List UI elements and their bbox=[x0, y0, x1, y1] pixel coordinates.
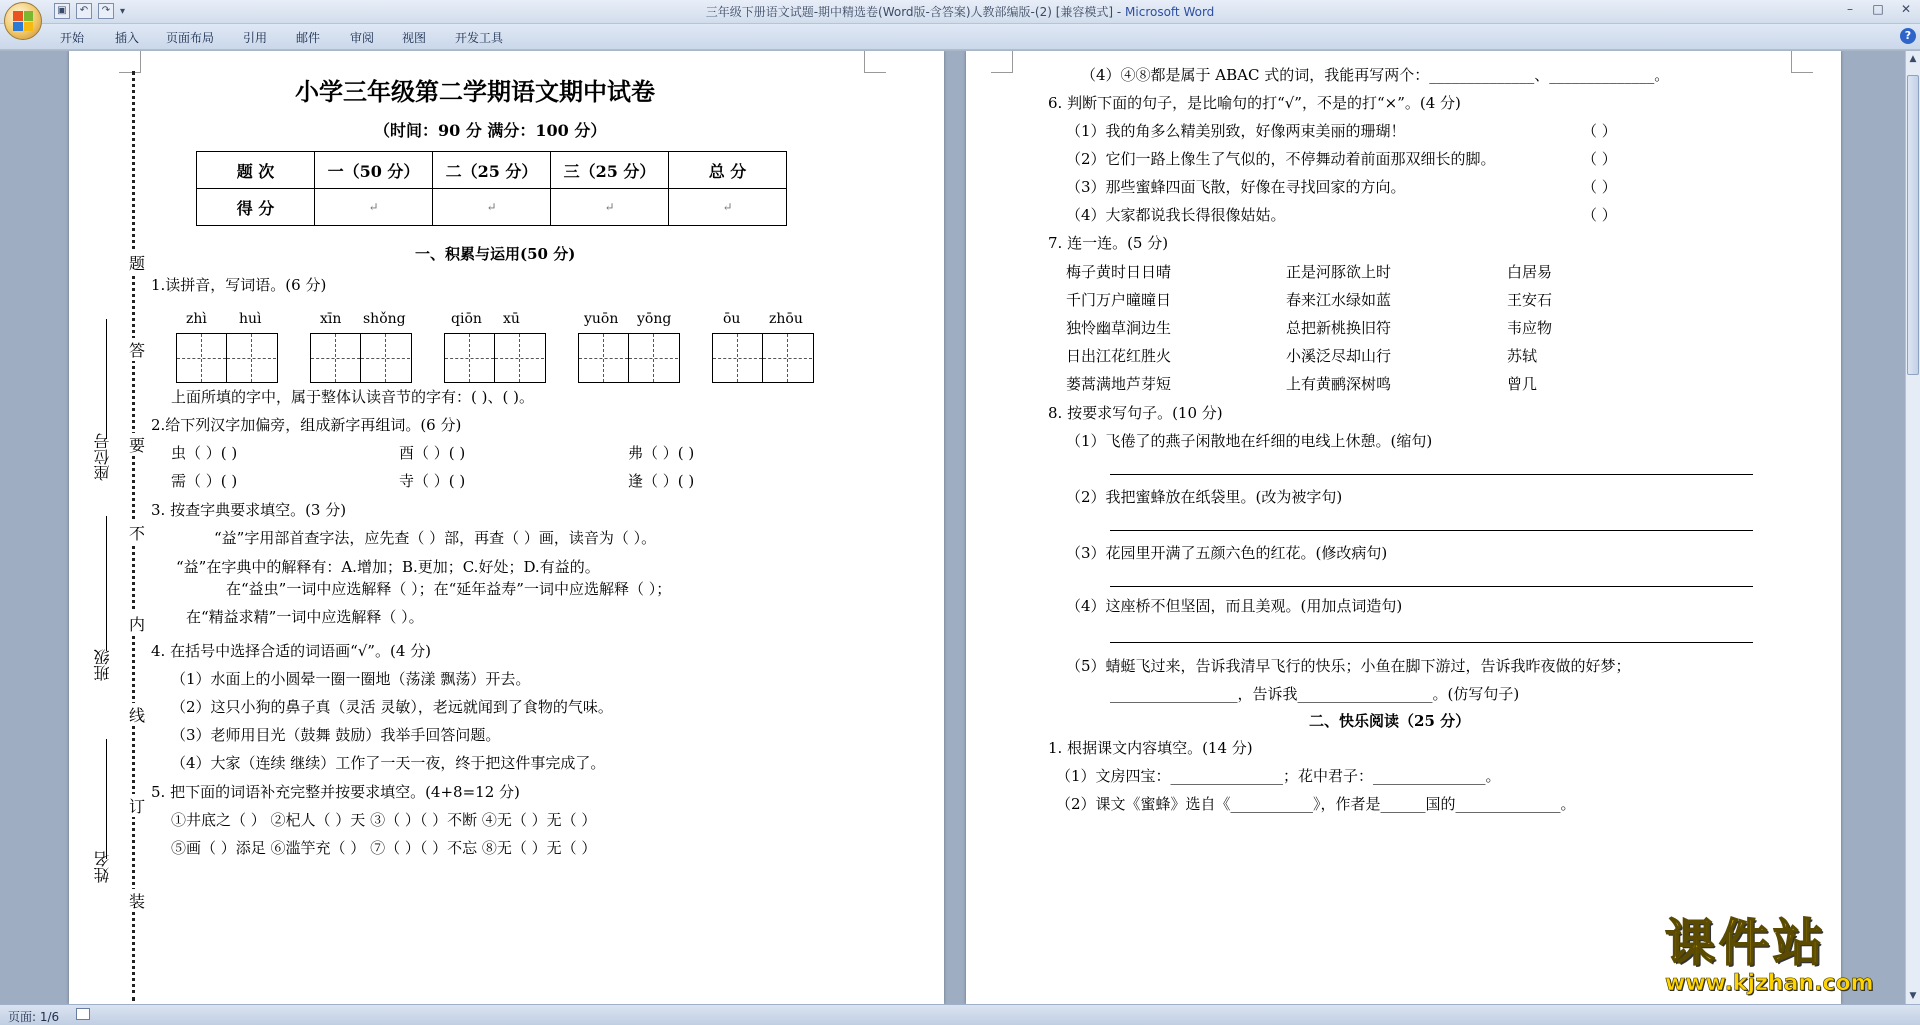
answer-line[interactable] bbox=[1110, 530, 1753, 531]
abac-line: （4）④⑧都是属于 ABAC 式的词，我能再写两个：______________、______________。 bbox=[1081, 66, 1670, 84]
q8-item: （1）飞倦了的燕子闲散地在纤细的电线上休憩。(缩句) bbox=[1066, 432, 1433, 450]
q2-item: 酉（ ）( ) bbox=[399, 444, 466, 462]
question-3: 3. 按查字典要求填空。(3 分) bbox=[151, 501, 347, 519]
office-button[interactable] bbox=[4, 2, 42, 40]
binding-char: 内 bbox=[129, 612, 145, 635]
writing-grid[interactable] bbox=[176, 333, 278, 383]
q2-item: 需（ ）( ) bbox=[171, 472, 238, 490]
match-left: 梅子黄时日日晴 bbox=[1066, 263, 1172, 281]
window-title bbox=[0, 3, 1920, 20]
tab-page-layout[interactable]: 页面布局 bbox=[166, 31, 215, 45]
pinyin: xū bbox=[503, 311, 520, 327]
tab-mailings[interactable]: 邮件 bbox=[296, 31, 321, 45]
question-4: 4. 在括号中选择合适的词语画“√”。(4 分) bbox=[151, 642, 431, 660]
minimize-icon[interactable]: – bbox=[1847, 2, 1853, 16]
q8-item-5: （5）蜻蜓飞过来，告诉我清早飞行的快乐；小鱼在脚下游过，告诉我昨夜做的好梦； bbox=[1066, 657, 1631, 675]
page-2[interactable] bbox=[966, 51, 1841, 1004]
tab-developer[interactable]: 开发工具 bbox=[455, 31, 504, 45]
app-name: Microsoft Word bbox=[1125, 5, 1215, 19]
q8-item-5-blanks: _________________，告诉我__________________。(仿写句子) bbox=[1110, 685, 1520, 703]
customize-qat-icon[interactable]: ▾ bbox=[120, 5, 126, 17]
pinyin: huì bbox=[239, 311, 262, 327]
match-left: 千门万户曈曈日 bbox=[1066, 291, 1172, 309]
q2-item: 虫（ ）( ) bbox=[171, 444, 238, 462]
match-middle: 小溪泛尽却山行 bbox=[1286, 347, 1392, 365]
q4-item: （3）老师用目光（鼓舞 鼓励）我举手回答问题。 bbox=[171, 726, 501, 744]
q4-item: （1）水面上的小圆晕一圈一圈地（荡漾 飘荡）开去。 bbox=[171, 670, 531, 688]
score-cell[interactable]: ↵ bbox=[315, 189, 433, 226]
reading-item: （1）文房四宝：_______________；花中君子：_______________。 bbox=[1056, 767, 1501, 785]
exam-title: 小学三年级第二学期语文期中试卷 bbox=[295, 77, 655, 106]
match-right: 苏轼 bbox=[1507, 347, 1538, 365]
q8-item: （3）花园里开满了五颜六色的红花。(修改病句) bbox=[1066, 544, 1388, 562]
score-header-cell: 总 分 bbox=[669, 152, 787, 189]
question-1: 1.读拼音，写词语。(6 分) bbox=[151, 276, 327, 294]
section-1-heading: 一、积累与运用(50 分) bbox=[415, 245, 576, 263]
seat-number-label: 座位号 bbox=[93, 433, 112, 481]
scroll-down-icon[interactable]: ▼ bbox=[1909, 991, 1917, 1001]
answer-line[interactable] bbox=[1110, 474, 1753, 475]
page-1[interactable] bbox=[69, 51, 944, 1004]
document-workspace bbox=[0, 51, 1905, 1004]
status-bar bbox=[0, 1004, 1920, 1025]
binding-char: 不 bbox=[129, 521, 145, 544]
pinyin: zhì bbox=[186, 311, 207, 327]
q6-answer-paren[interactable]: （ ） bbox=[1582, 150, 1617, 168]
binding-char: 线 bbox=[129, 703, 145, 726]
q6-answer-paren[interactable]: （ ） bbox=[1582, 206, 1617, 224]
reading-question-1: 1. 根据课文内容填空。(14 分) bbox=[1048, 739, 1253, 757]
q8-item: （4）这座桥不但坚固，而且美观。(用加点词造句) bbox=[1066, 597, 1403, 615]
question-7: 7. 连一连。(5 分) bbox=[1048, 234, 1169, 252]
q4-item: （2）这只小狗的鼻子真（灵活 灵敏），老远就闻到了食物的气味。 bbox=[171, 698, 613, 716]
q3-line: 在“益虫”一词中应选解释（ ）；在“延年益寿”一词中应选解释（ ）； bbox=[226, 580, 672, 598]
redo-icon[interactable]: ↷ bbox=[98, 3, 114, 19]
watermark-text: 课件站 bbox=[1665, 914, 1827, 972]
score-header-cell: 二（25 分） bbox=[433, 152, 551, 189]
q5-line: ①井底之（ ） ②杞人（ ）天 ③（ ）（ ）不断 ④无（ ）无（ ） bbox=[171, 811, 597, 829]
q2-item: 寺（ ）( ) bbox=[399, 472, 466, 490]
pinyin: shǒng bbox=[363, 311, 406, 327]
q6-item: （4）大家都说我长得很像姑姑。 bbox=[1066, 206, 1286, 224]
score-header-cell: 题 次 bbox=[197, 152, 315, 189]
question-1-tail: 上面所填的字中，属于整体认读音节的字有：( )、( )。 bbox=[171, 388, 534, 406]
maximize-icon[interactable]: □ bbox=[1872, 2, 1884, 16]
vertical-scrollbar[interactable] bbox=[1905, 51, 1920, 1004]
match-middle: 春来江水绿如蓝 bbox=[1286, 291, 1392, 309]
q8-item: （2）我把蜜蜂放在纸袋里。(改为被字句) bbox=[1066, 488, 1343, 506]
match-right: 王安石 bbox=[1507, 291, 1553, 309]
q6-item: （2）它们一路上像生了气似的，不停舞动着前面那双细长的脚。 bbox=[1066, 150, 1496, 168]
reading-item: （2）课文《蜜蜂》选自《___________》，作者是______国的______________。 bbox=[1056, 795, 1576, 813]
proofing-icon[interactable] bbox=[76, 1008, 90, 1020]
pinyin: yōng bbox=[637, 311, 672, 327]
close-icon[interactable]: ✕ bbox=[1900, 2, 1912, 16]
answer-line[interactable] bbox=[1110, 586, 1753, 587]
match-middle: 上有黄鹂深树鸣 bbox=[1286, 375, 1392, 393]
q2-item: 逢（ ）( ) bbox=[628, 472, 695, 490]
question-2: 2.给下列汉字加偏旁，组成新字再组词。(6 分) bbox=[151, 416, 462, 434]
undo-icon[interactable]: ↶ bbox=[76, 3, 92, 19]
tab-references[interactable]: 引用 bbox=[243, 31, 268, 45]
q3-line: “益”字用部首查字法，应先查（ ）部，再查（ ）画，读音为（ ）。 bbox=[214, 529, 657, 547]
tab-view[interactable]: 视图 bbox=[402, 31, 427, 45]
match-left: 独怜幽草涧边生 bbox=[1066, 319, 1172, 337]
section-2-heading: 二、快乐阅读（25 分） bbox=[1309, 712, 1471, 730]
pinyin: yuōn bbox=[584, 311, 619, 327]
binding-char: 题 bbox=[129, 251, 145, 274]
writing-grid[interactable] bbox=[444, 333, 546, 383]
help-icon[interactable]: ? bbox=[1900, 28, 1916, 44]
score-header-cell: 三（25 分） bbox=[551, 152, 669, 189]
pinyin: qiōn bbox=[451, 311, 482, 327]
score-cell[interactable]: ↵ bbox=[551, 189, 669, 226]
match-right: 韦应物 bbox=[1507, 319, 1553, 337]
name-line bbox=[106, 739, 107, 859]
match-right: 曾几 bbox=[1507, 375, 1538, 393]
writing-grid[interactable] bbox=[310, 333, 412, 383]
q6-answer-paren[interactable]: （ ） bbox=[1582, 178, 1617, 196]
question-6: 6. 判断下面的句子，是比喻句的打“√”，不是的打“×”。(4 分) bbox=[1048, 94, 1461, 112]
match-right: 白居易 bbox=[1507, 263, 1553, 281]
question-5: 5. 把下面的词语补充完整并按要求填空。(4+8=12 分) bbox=[151, 783, 520, 801]
match-left: 日出江花红胜火 bbox=[1066, 347, 1172, 365]
pinyin: ōu bbox=[723, 311, 741, 327]
q5-line: ⑤画（ ）添足 ⑥滥竽充（ ） ⑦（ ）（ ）不忘 ⑧无（ ）无（ ） bbox=[171, 839, 597, 857]
question-8: 8. 按要求写句子。(10 分) bbox=[1048, 404, 1223, 422]
tab-home[interactable]: 开始 bbox=[60, 31, 85, 45]
window-controls bbox=[1836, 0, 1920, 18]
title-bar bbox=[0, 0, 1920, 24]
pinyin: xīn bbox=[320, 311, 342, 327]
q6-item: （3）那些蜜蜂四面飞散，好像在寻找回家的方向。 bbox=[1066, 178, 1406, 196]
name-label: 姓名 bbox=[93, 851, 112, 883]
match-left: 蒌蒿满地芦芽短 bbox=[1066, 375, 1172, 393]
ribbon-tabs bbox=[0, 24, 1920, 50]
binding-char: 装 bbox=[129, 889, 145, 912]
exam-subtitle: （时间：90 分 满分：100 分） bbox=[374, 121, 607, 140]
class-line bbox=[106, 516, 107, 651]
match-middle: 正是河豚欲上时 bbox=[1286, 263, 1392, 281]
crop-mark bbox=[991, 51, 1013, 73]
q6-item: （1）我的角多么精美别致，好像两束美丽的珊瑚！ bbox=[1066, 122, 1406, 140]
binding-char: 订 bbox=[129, 794, 145, 817]
office-logo-icon bbox=[13, 11, 33, 31]
score-cell[interactable]: ↵ bbox=[669, 189, 787, 226]
scroll-up-icon[interactable]: ▲ bbox=[1909, 54, 1917, 64]
watermark bbox=[1665, 915, 1915, 1005]
q4-item: （4）大家（连续 继续）工作了一天一夜，终于把这件事完成了。 bbox=[171, 754, 606, 772]
q3-line: “益”在字典中的解释有：A.增加；B.更加；C.好处；D.有益的。 bbox=[176, 558, 600, 576]
score-header-cell: 一（50 分） bbox=[315, 152, 433, 189]
score-table bbox=[196, 151, 787, 226]
q2-item: 弗（ ）( ) bbox=[628, 444, 695, 462]
score-cell[interactable]: ↵ bbox=[433, 189, 551, 226]
binding-char: 答 bbox=[129, 338, 145, 361]
crop-mark bbox=[1791, 51, 1813, 73]
crop-mark bbox=[119, 51, 141, 73]
watermark-url: www.kjzhan.com bbox=[1665, 971, 1874, 996]
page-indicator[interactable]: 页面: 1/6 bbox=[8, 1010, 60, 1024]
save-icon[interactable]: ▣ bbox=[54, 3, 70, 19]
seat-number-line bbox=[106, 319, 107, 439]
tab-insert[interactable]: 插入 bbox=[115, 31, 140, 45]
pinyin: zhōu bbox=[769, 311, 803, 327]
q6-answer-paren[interactable]: （ ） bbox=[1582, 122, 1617, 140]
crop-mark bbox=[864, 51, 886, 73]
document-name: 三年级下册语文试题-期中精选卷(Word版-含答案)人教部编版-(2) [兼容模式] - bbox=[705, 5, 1126, 19]
match-middle: 总把新桃换旧符 bbox=[1286, 319, 1392, 337]
binding-char: 要 bbox=[129, 433, 145, 456]
writing-grid[interactable] bbox=[712, 333, 814, 383]
q3-line: 在“精益求精”一词中应选解释（ ）。 bbox=[186, 608, 424, 626]
writing-grid[interactable] bbox=[578, 333, 680, 383]
tab-review[interactable]: 审阅 bbox=[350, 31, 375, 45]
score-row-label: 得 分 bbox=[197, 189, 315, 226]
scroll-thumb[interactable] bbox=[1907, 75, 1919, 375]
answer-line[interactable] bbox=[1110, 642, 1753, 643]
class-label: 班级 bbox=[93, 649, 112, 681]
